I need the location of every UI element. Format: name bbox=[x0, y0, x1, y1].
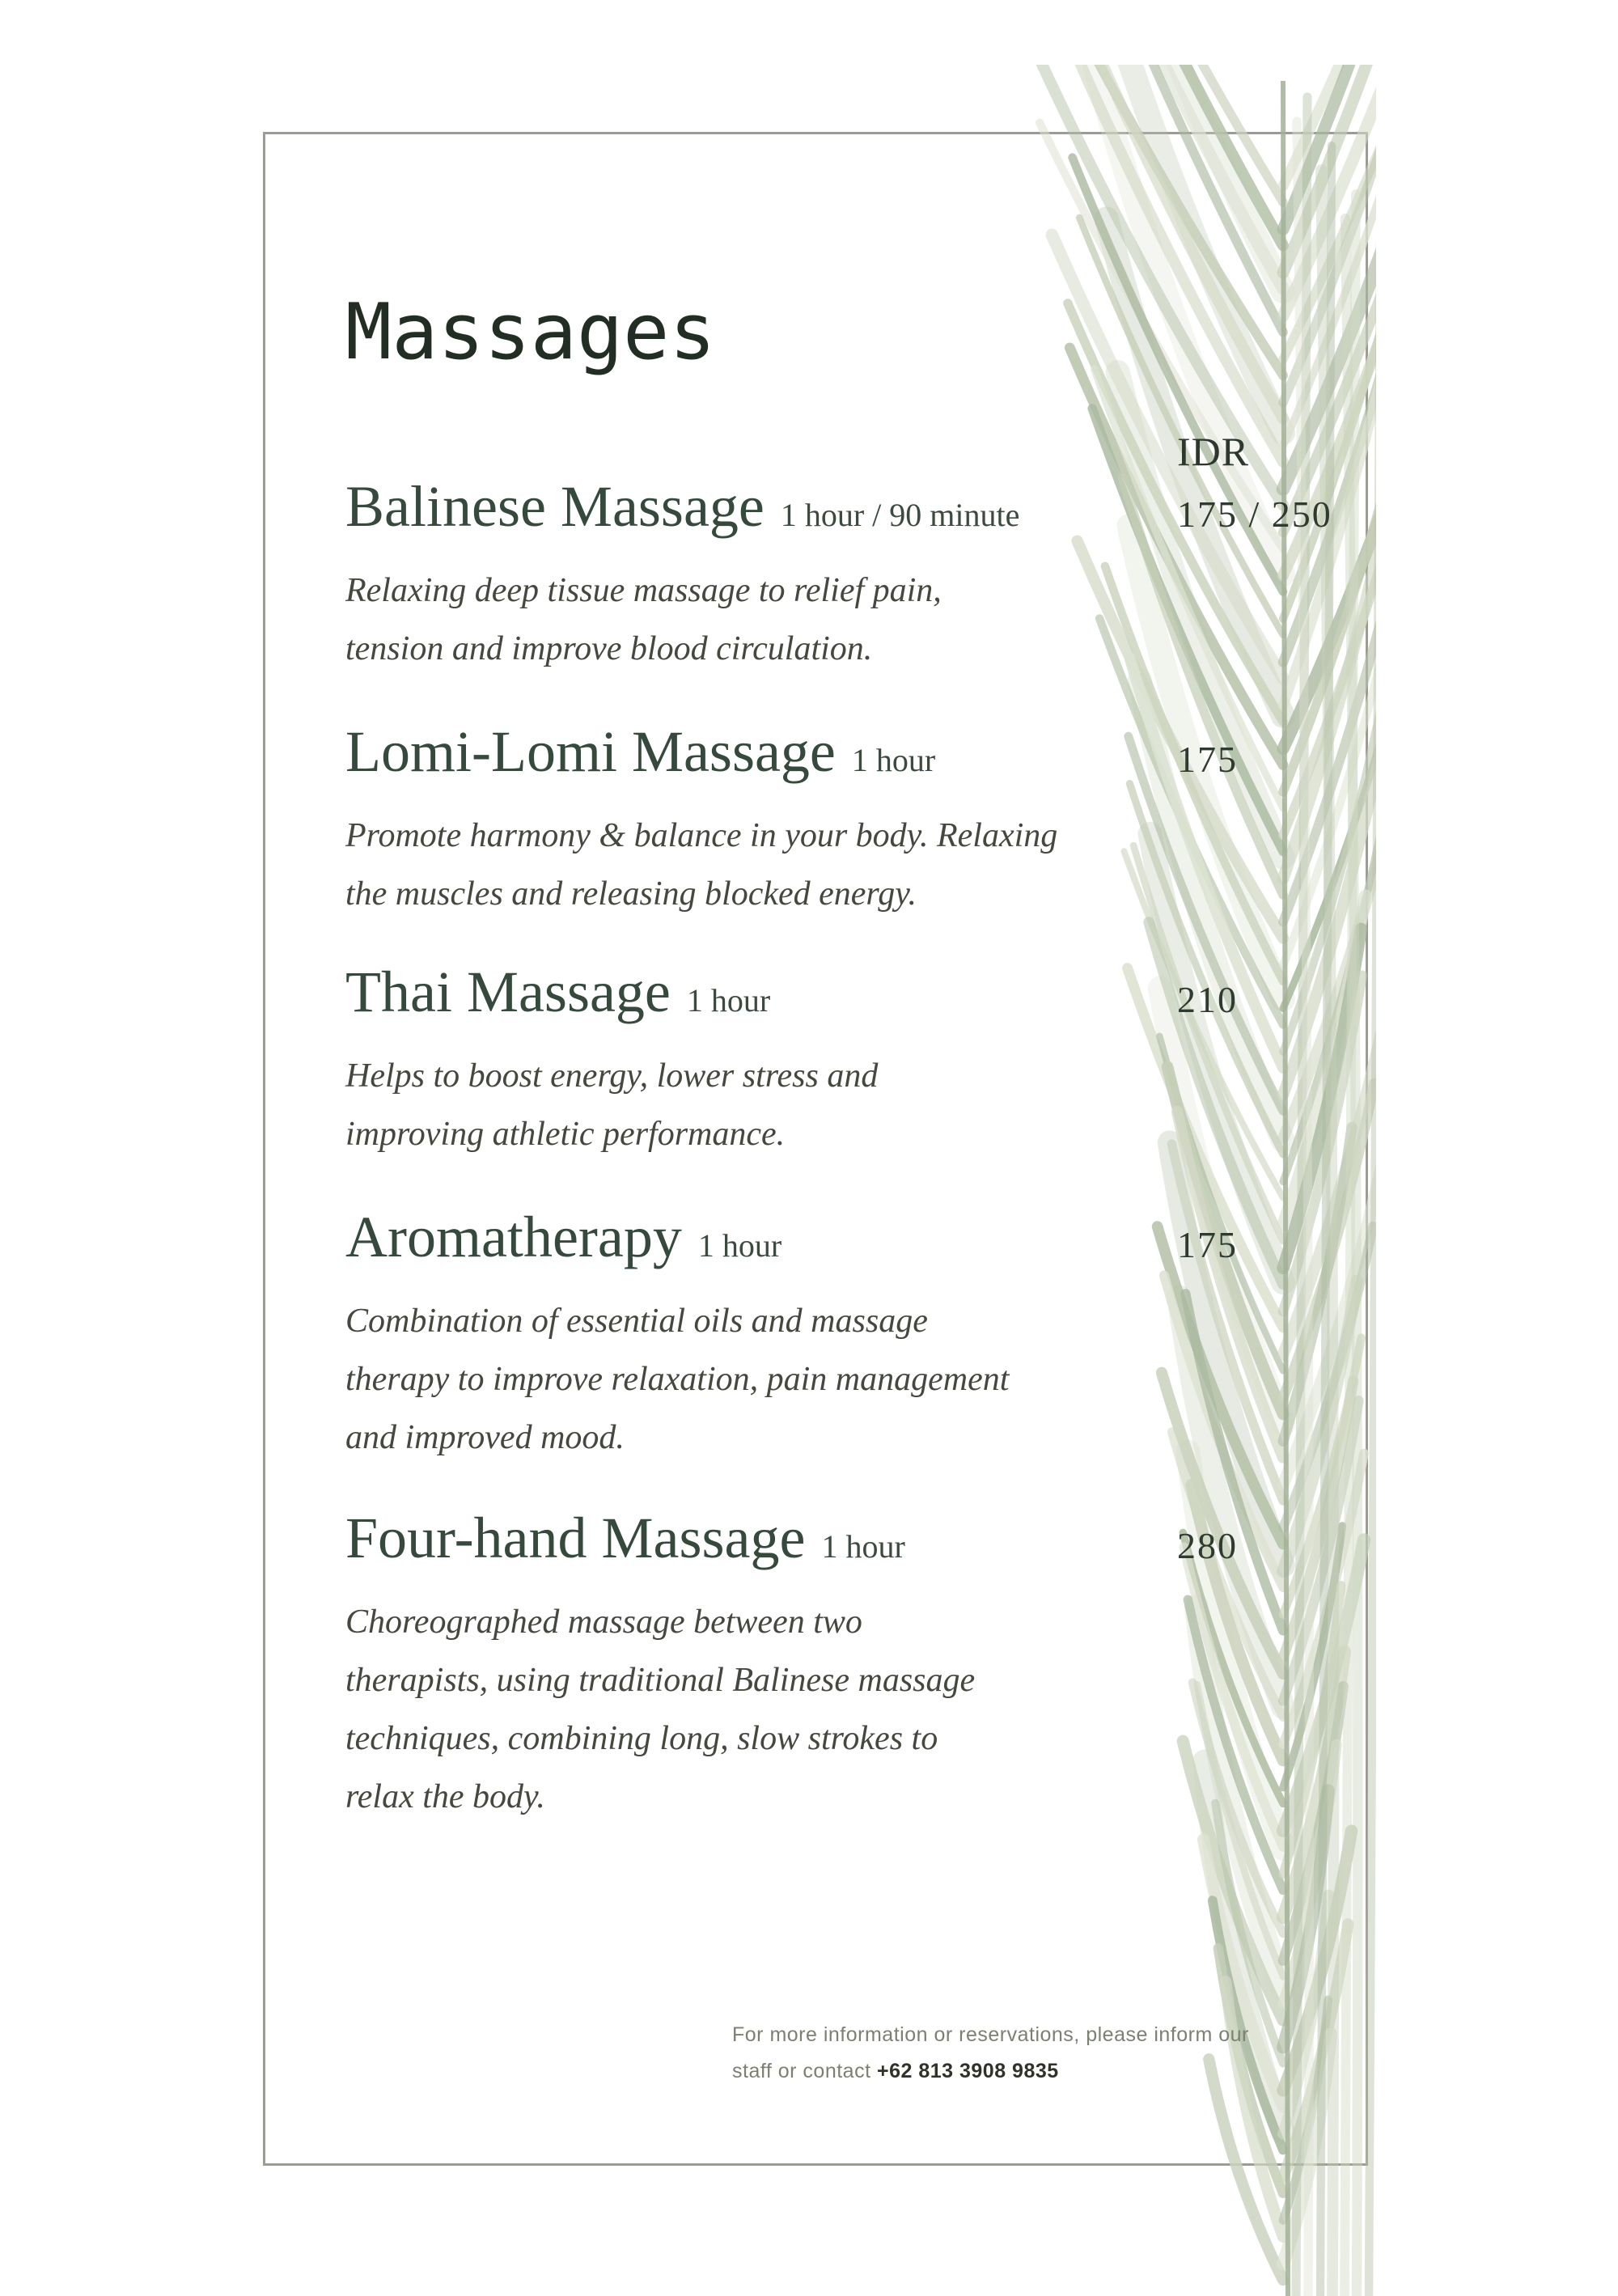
description-line: Helps to boost energy, lower stress and bbox=[345, 1057, 879, 1095]
item-duration: 1 hour / 90 minute bbox=[780, 497, 1020, 533]
description-line: techniques, combining long, slow strokes to bbox=[345, 1720, 938, 1757]
menu-item-heading bbox=[345, 959, 771, 1024]
item-name: Aromatherapy bbox=[345, 1205, 682, 1269]
item-price: 280 bbox=[1177, 1525, 1238, 1566]
reservation-info-line2 bbox=[732, 2053, 1347, 2090]
phone-number: +62 813 3908 9835 bbox=[876, 2060, 1059, 2082]
item-price: 175 / 250 bbox=[1177, 494, 1332, 535]
description-line: Combination of essential oils and massage bbox=[345, 1303, 928, 1340]
menu-item-heading bbox=[345, 719, 936, 784]
menu-item-heading bbox=[345, 1205, 782, 1269]
item-duration: 1 hour bbox=[686, 982, 771, 1019]
item-price: 175 bbox=[1177, 739, 1238, 780]
description-line: Relaxing deep tissue massage to relief pain, bbox=[345, 572, 942, 609]
description-line: therapy to improve relaxation, pain management bbox=[345, 1361, 1010, 1398]
item-name: Balinese Massage bbox=[345, 474, 765, 539]
menu-item-heading bbox=[345, 474, 1020, 539]
item-description bbox=[345, 561, 942, 678]
page-title: Massages bbox=[345, 288, 716, 377]
item-description bbox=[345, 1593, 975, 1826]
description-line: Choreographed massage between two bbox=[345, 1603, 862, 1641]
description-line: and improved mood. bbox=[345, 1419, 625, 1456]
item-description bbox=[345, 1292, 1009, 1467]
reservation-info bbox=[732, 2017, 1347, 2090]
description-line: tension and improve blood circulation. bbox=[345, 630, 873, 667]
item-duration: 1 hour bbox=[697, 1227, 782, 1264]
item-name: Lomi-Lomi Massage bbox=[345, 719, 836, 784]
description-line: relax the body. bbox=[345, 1778, 545, 1815]
item-name: Thai Massage bbox=[345, 959, 671, 1024]
reservation-info-prefix: staff or contact bbox=[732, 2060, 877, 2082]
item-price: 175 bbox=[1177, 1224, 1238, 1265]
description-line: Promote harmony & balance in your body. Relaxing bbox=[345, 817, 1058, 854]
item-duration: 1 hour bbox=[851, 742, 936, 778]
reservation-info-line1: For more information or reservations, please inform our bbox=[732, 2023, 1249, 2046]
item-name: Four-hand Massage bbox=[345, 1506, 806, 1570]
menu-item-heading bbox=[345, 1506, 905, 1570]
description-line: the muscles and releasing blocked energy. bbox=[345, 875, 917, 913]
item-price: 210 bbox=[1177, 979, 1238, 1020]
item-description bbox=[345, 1047, 878, 1163]
item-description bbox=[345, 807, 1057, 923]
currency-label: IDR bbox=[1177, 429, 1250, 474]
description-line: therapists, using traditional Balinese massage bbox=[345, 1662, 976, 1699]
item-duration: 1 hour bbox=[821, 1528, 905, 1565]
description-line: improving athletic performance. bbox=[345, 1116, 786, 1153]
